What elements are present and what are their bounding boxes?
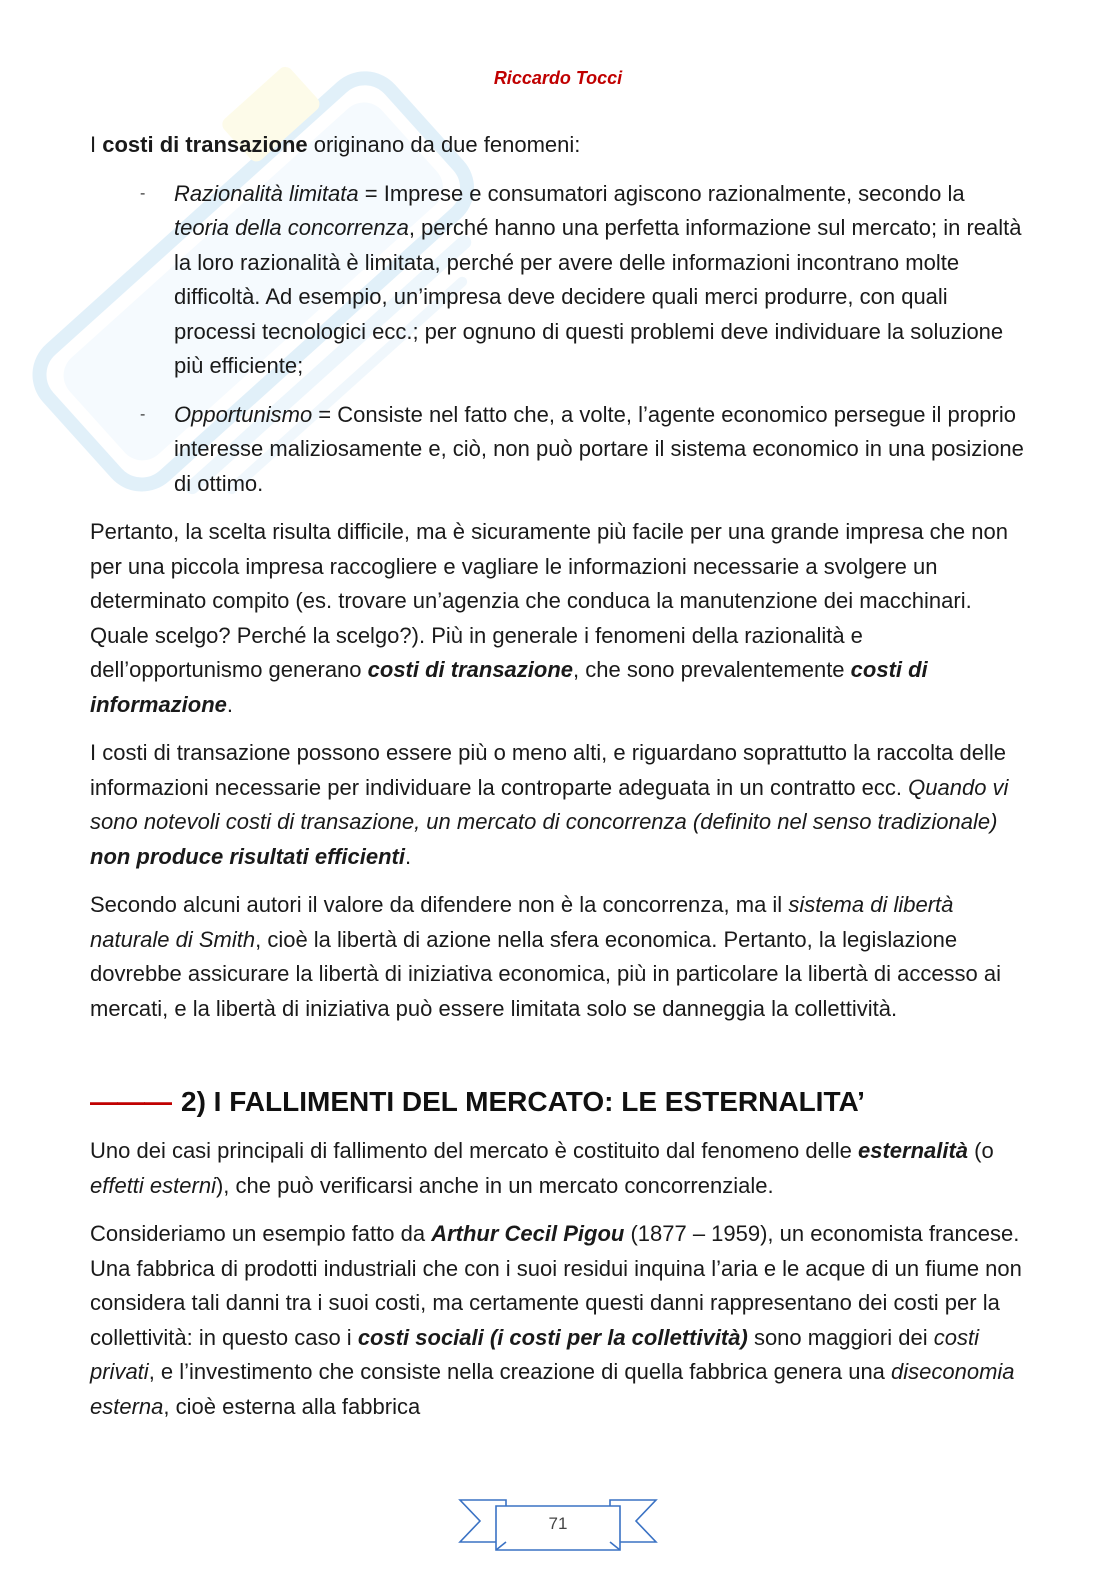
bold-italic-term: esternalità (857, 1138, 969, 1163)
paragraph (90, 1217, 1025, 1424)
italic-term: sistema di libertà naturale di Smith (90, 892, 954, 952)
intro-paragraph (90, 128, 1025, 163)
italic-term: Opportunismo (174, 401, 313, 427)
text-run: originano da due fenomeni: (307, 132, 581, 157)
text-run: , che sono prevalentemente (573, 657, 851, 682)
italic-term: costi privati (90, 1324, 979, 1384)
text-run: , perché hanno una perfetta informazione sul mercato; in realtà la loro razionalità è limitata, perché per avere delle informazioni incontrano molte difficoltà. Ad esempio, un’impresa deve decidere quali merci produrre, con quali processi tecnologici ecc.; per ognuno di questi problemi deve individuare la soluzione più efficiente; (174, 215, 1022, 378)
text-run: . (404, 843, 412, 869)
text-run: (o (968, 1138, 994, 1163)
text-run: , cioè esterna alla fabbrica (163, 1393, 421, 1419)
text-run: Uno dei casi principali di fallimento del mercato è costituito dal fenomeno delle (90, 1138, 858, 1163)
bold-italic-term: non produce risultati efficienti (90, 843, 405, 869)
text-run: = Consiste nel fatto che, a volte, l’agente economico persegue il proprio interesse maliziosamente e, ciò, non può portare il sistema economico in una posizione di ottimo. (174, 401, 1024, 496)
text-run: I costi di transazione possono essere più o meno alti, e riguardano soprattutto la raccolta delle informazioni necessarie per individuare la controparte adeguata in un contratto ecc. (90, 740, 1006, 800)
italic-term: Razionalità limitata (174, 180, 359, 206)
bold-italic-term: Arthur Cecil Pigou (431, 1221, 625, 1246)
list-item (90, 177, 1025, 384)
list-item (90, 398, 1025, 502)
bullet-list (90, 177, 1025, 502)
paragraph (90, 515, 1025, 722)
text-run: , cioè la libertà di azione nella sfera economica. Pertanto, la legislazione dovrebbe assicurare la libertà di iniziativa economica, più in particolare la libertà di accesso ai mercati, e la libertà di iniziativa può essere limitata solo se danneggia la collettività. (90, 926, 1002, 1021)
text-run: = Imprese e consumatori agiscono razionalmente, secondo la (358, 180, 965, 206)
text-run: (1877 – 1959), un economista francese. Una fabbrica di prodotti industriali che con i suoi residui inquina l’aria e le acque di un fiume non considera tali danni tra i suoi costi, ma certamente questi danni rappresentano dei costi per la collettività: in questo caso i (90, 1221, 1022, 1350)
italic-term: diseconomia esterna (90, 1359, 1015, 1419)
bold-italic-term: costi di informazione (90, 657, 928, 717)
page-footer (458, 1492, 658, 1562)
italic-term: teoria della concorrenza (174, 215, 409, 240)
paragraph (90, 736, 1025, 874)
page-number: 71 (548, 1514, 568, 1533)
text-run: Secondo alcuni autori il valore da difendere non è la concorrenza, ma il (90, 892, 789, 917)
section-title: 2) I FALLIMENTI DEL MERCATO: LE ESTERNALITA’ (181, 1086, 865, 1117)
text-run: , e l’investimento che consiste nella creazione di quella fabbrica genera una (148, 1359, 892, 1384)
document-body (90, 128, 1025, 1438)
italic-term: effetti esterni (90, 1172, 216, 1198)
text-run: Pertanto, la scelta risulta difficile, ma è sicuramente più facile per una grande impresa che non per una piccola impresa raccogliere e vagliare le informazioni necessarie a svolgere un determinato compito (es. trovare un’agenzia che conduca la manutenzione dei macchinari. Quale scelgo? Perché la scelgo?). Più in generale i fenomeni della razionalità e dell’opportunismo generano (90, 519, 1008, 682)
bold-italic-term: costi di transazione (367, 657, 574, 682)
bold-term: costi di transazione (102, 132, 308, 157)
text-run: Consideriamo un esempio fatto da (90, 1221, 432, 1246)
dash-bullet-icon: - (140, 405, 146, 423)
paragraph (90, 1134, 1025, 1203)
text-run: I (90, 132, 103, 157)
dash-bullet-icon: - (140, 184, 146, 202)
section-heading (90, 1084, 1025, 1120)
paragraph (90, 888, 1025, 1026)
heading-bars: ——— (90, 1086, 171, 1117)
page-header-author: Riccardo Tocci (493, 68, 623, 88)
text-run: sono maggiori dei (747, 1324, 934, 1350)
italic-term: Quando vi sono notevoli costi di transazione, un mercato di concorrenza (definito nel senso tradizionale) (90, 774, 1009, 834)
text-run: . (226, 691, 234, 717)
text-run: ), che può verificarsi anche in un mercato concorrenziale. (215, 1172, 774, 1198)
bold-italic-term: costi sociali (i costi per la collettività) (357, 1324, 748, 1350)
